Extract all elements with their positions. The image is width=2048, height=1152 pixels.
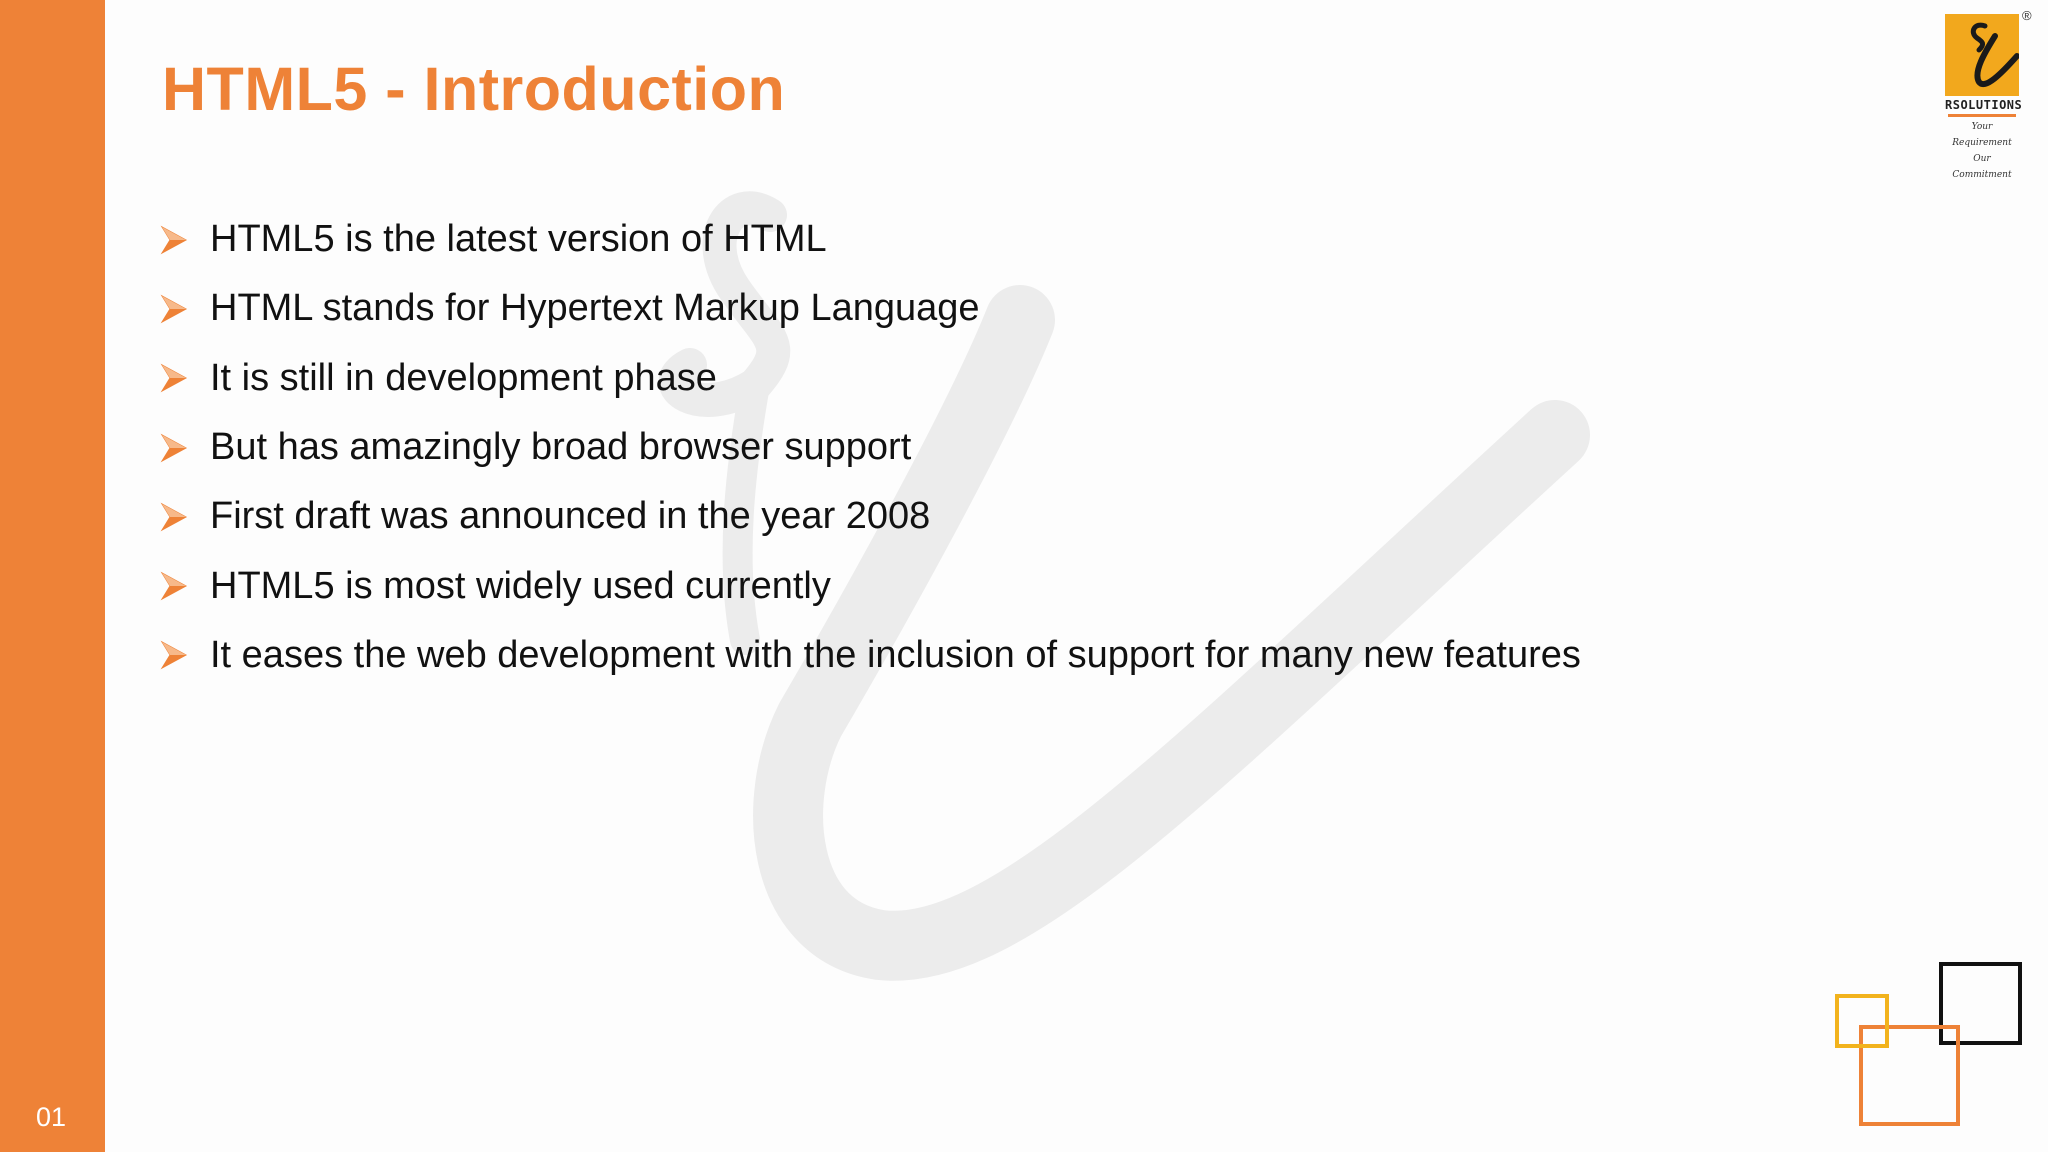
bullet-text: HTML stands for Hypertext Markup Language [210,287,980,330]
bullet-text: It is still in development phase [210,356,717,399]
logo-tagline [1945,119,2019,183]
list-item [160,551,1581,620]
black-square [1941,964,2020,1043]
decorative-squares [1830,960,2030,1130]
logo-name: RSOLUTIONS [1945,98,2023,112]
bullet-text: First draft was announced in the year 2008 [210,495,931,538]
orange-arrowhead-icon [160,635,210,675]
orange-arrowhead-icon [160,358,210,398]
bullet-text: HTML5 is most widely used currently [210,564,831,607]
list-item [160,413,1581,482]
bullet-text: But has amazingly broad browser support [210,426,912,469]
orange-arrowhead-icon [160,497,210,537]
logo-box [1945,14,2019,96]
slide-title: HTML5 - Introduction [162,55,786,123]
page-number: 01 [36,1102,67,1132]
list-item [160,482,1581,551]
registered-mark: ® [2022,8,2032,23]
orange-arrowhead-icon [160,220,210,260]
orange-arrowhead-icon [160,289,210,329]
orange-arrowhead-icon [160,428,210,468]
list-item [160,205,1581,274]
orange-arrowhead-icon [160,566,210,606]
r-script-logo-icon [1945,14,2019,96]
logo-tagline-line2: Our Commitment [1952,154,2012,180]
bullet-text: It eases the web development with the inclusion of support for many new features [210,633,1581,676]
left-accent-bar [0,0,105,1152]
company-logo [1945,8,2035,180]
logo-tagline-line1: Your Requirement [1952,122,2012,148]
bullet-list [160,205,1581,690]
logo-divider [1948,114,2016,117]
list-item [160,621,1581,690]
bullet-text: HTML5 is the latest version of HTML [210,218,827,261]
list-item [160,344,1581,413]
list-item [160,274,1581,343]
